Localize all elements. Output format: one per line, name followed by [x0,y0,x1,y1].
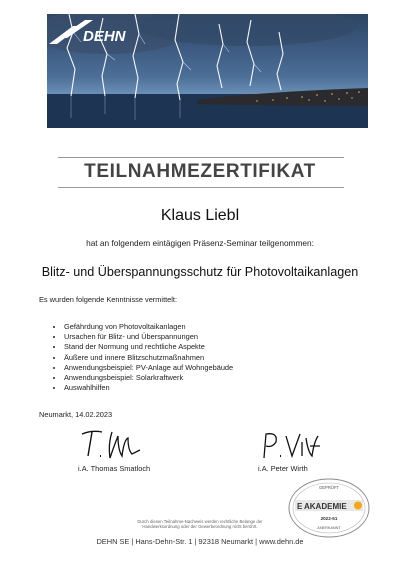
seal-main-text: AKADEMIE [304,502,347,511]
topic-list [54,322,233,393]
certificate-title: TEILNAHMEZERTIFIKAT [84,161,316,182]
signature-wirth [258,428,328,464]
list-item: • Gefährdung von Photovoltaikanlagen [64,322,233,332]
title-top-rule [58,157,344,158]
list-item: • Ursachen für Blitz- und Überspannungen [64,332,233,342]
list-item: • Äußere und innere Blitzschutzmaßnahmen [64,353,233,363]
disclaimer-line: Durch diesen Teilnahme-Nachweis werden rechtliche Belange der [137,519,263,524]
svg-text:E: E [297,502,303,511]
signature-label-wirth: i.A. Peter Wirth [258,464,308,473]
footer-address: DEHN SE | Hans-Dehn-Str. 1 | 92318 Neumarkt | www.dehn.de [96,537,304,546]
seminar-title: Blitz- und Überspannungsschutz für Photovoltaikanlagen [41,265,359,279]
logo-text: DEHN [83,28,126,45]
signature-label-smatloch: i.A. Thomas Smatloch [78,464,151,473]
place-date: Neumarkt, 14.02.2023 [39,410,113,419]
participant-name: Klaus Liebl [160,207,240,224]
signature-smatloch [78,426,158,464]
seal-bottom-text: ANERKANNT [317,526,341,530]
dehn-logo-icon [47,14,142,54]
title-bottom-rule [58,187,344,188]
legal-disclaimer [0,519,400,530]
knowledge-intro: Es wurden folgende Kenntnisse vermittelt: [39,295,178,304]
list-item: • Anwendungsbeispiel: PV-Anlage auf Wohngebäude [64,363,233,373]
seal-year: 2022-51 [320,516,338,521]
list-item: • Anwendungsbeispiel: Solarkraftwerk [64,373,233,383]
list-item: • Auswahlhilfen [64,383,233,393]
disclaimer-line: Handwerksordnung oder der Gewerbeordnung nicht berührt. [142,524,258,530]
list-item: • Stand der Normung und rechtliche Aspekte [64,342,233,352]
intro-text: hat an folgendem eintägigen Präsenz-Seminar teilgenommen: [86,238,314,248]
seal-top-text: GEPRÜFT [318,485,340,490]
header-banner-image [47,14,368,128]
